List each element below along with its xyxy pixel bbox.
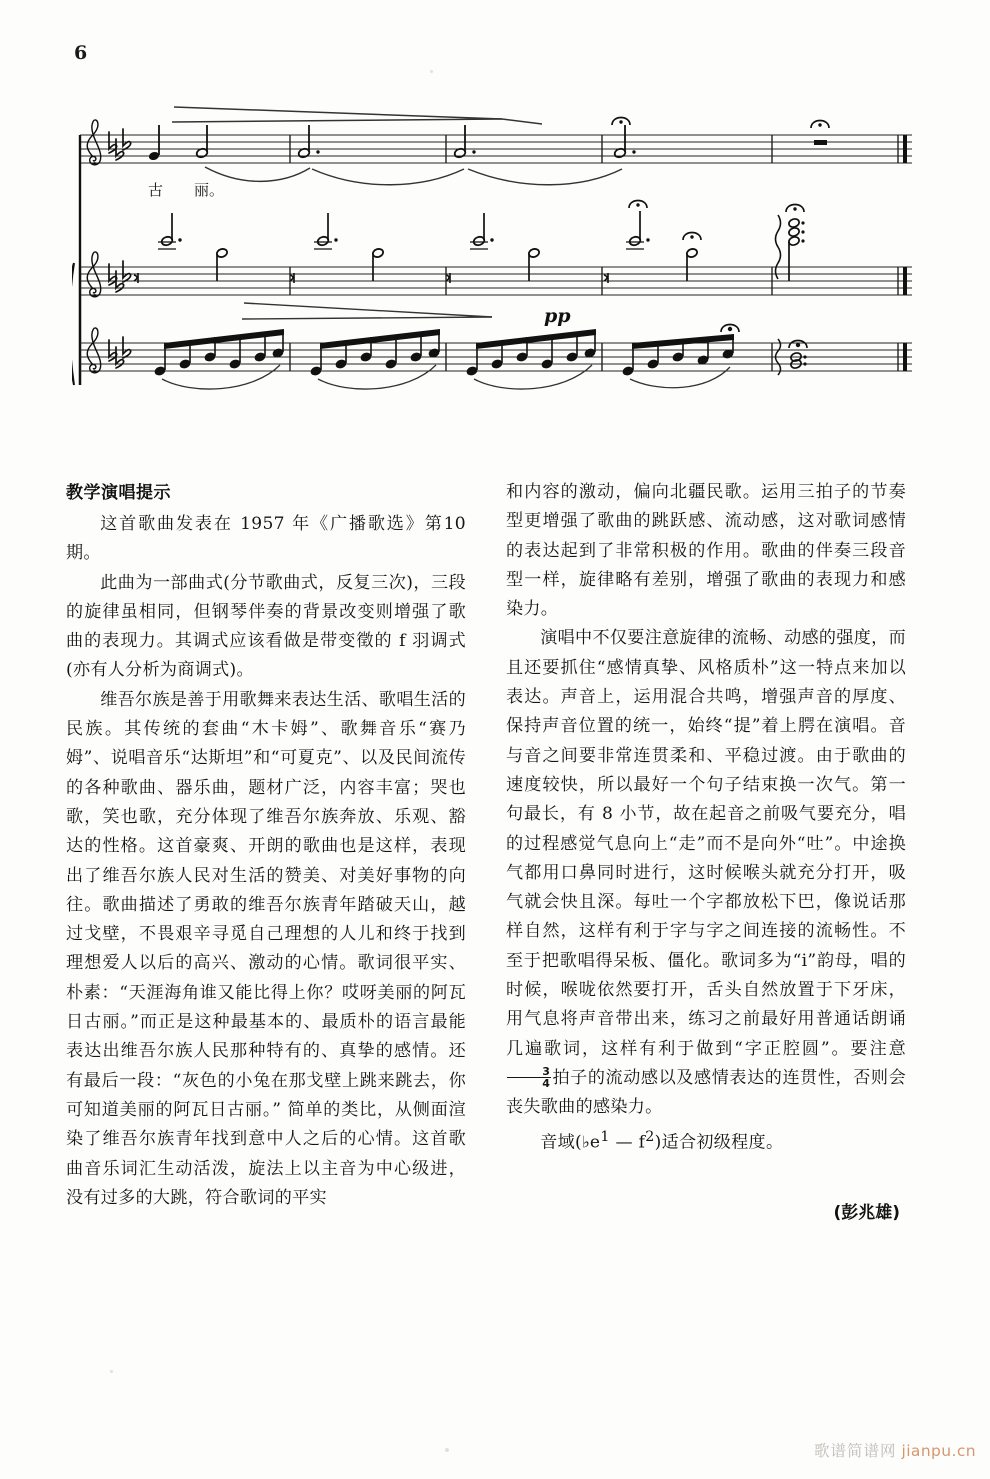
time-signature-fraction-suffix: 拍子的流动感以及感情表达的连贯性，否则会丧失歌曲的感染力。 xyxy=(506,1067,906,1118)
watermark-domain: jianpu.cn xyxy=(901,1442,976,1460)
dynamic-pp: pp xyxy=(544,305,571,327)
vocal-notes xyxy=(148,118,829,162)
site-watermark xyxy=(814,1439,976,1461)
piano-rh-m4 xyxy=(604,201,701,284)
page-number: 6 xyxy=(74,42,88,64)
key-signature-vocal xyxy=(109,129,131,160)
treble-clef-lh xyxy=(87,328,101,373)
section-title: 教学演唱提示 xyxy=(66,483,171,503)
range-label: 音域( xyxy=(540,1132,582,1153)
diminuendo-hairpin xyxy=(172,107,542,124)
paragraph: 维吾尔族是善于用歌舞来表达生活、歌唱生活的民族。其传统的套曲“木卡姆”、歌舞音乐“赛乃姆”、说唱音乐“达斯坦”和“可夏克”、以及民间流传的各种歌曲、器乐曲，题材广泛，内容丰富；哭也歌，笑也歌，充分体现了维吾尔族奔放、乐观、豁达的性格。这首豪爽、开朗的歌曲也是这样，表现出了维吾尔族人民对生活的赞美、对美好事物的向往。歌曲描述了勇敢的维吾尔族青年踏破天山，越过戈壁，不畏艰辛寻觅自己理想的人儿和终于找到理想爱人以后的高兴、激动的心情。歌词很平实、朴素：“天涯海角谁又能比得上你？哎呀美丽的阿瓦日古丽。”而正是这种最基本的、最质朴的语言最能表达出维吾尔族人民那种特有的、真挚的感情。还有最后一段：“灰色的小兔在那戈壁上跳来跳去，你可知道美丽的阿瓦日古丽。” 简单的类比，从侧面渲染了维吾尔族青年找到意中人之后的心情。这首歌曲音乐词汇生动活泼，旋法上以主音为中心级进，没有过多的大跳，符合歌词的平实 xyxy=(66,689,466,1208)
range-high-octave: 2 xyxy=(645,1128,655,1145)
range-low-octave: 1 xyxy=(600,1128,610,1145)
piano-rh-staff xyxy=(80,267,912,295)
paragraph: 此曲为一部曲式(分节歌曲式，反复三次)，三段的旋律虽相同，但钢琴伴奏的背景改变则增强了歌曲的表现力。其调式应该看做是带变徵的 f 羽调式(亦有人分析为商调式)。 xyxy=(66,572,466,681)
treble-clef-vocal xyxy=(87,120,101,165)
time-signature-fraction xyxy=(507,1066,551,1089)
watermark-chinese: 歌谱简谱网 xyxy=(814,1442,897,1460)
scan-speck xyxy=(430,70,433,73)
range-close: )适合初级程度。 xyxy=(654,1132,784,1153)
lyric-syllable-2: 丽。 xyxy=(194,181,225,199)
paragraph-with-time-signature xyxy=(506,624,906,1122)
vocal-slurs xyxy=(205,167,622,185)
range-dash: — xyxy=(609,1132,639,1153)
scan-speck xyxy=(445,1448,449,1452)
article-body xyxy=(66,478,926,1308)
treble-clef-rh xyxy=(87,252,101,297)
paragraph: 和内容的激动，偏向北疆民歌。运用三拍子的节奏型更增强了歌曲的跳跃感、流动感，这对歌词感情的表达起到了非常积极的作用。歌曲的伴奏三段音型一样，旋律略有差别，增强了歌曲的表现力和感染力。 xyxy=(506,482,906,620)
piano-rh-m2 xyxy=(290,213,384,283)
flat-symbol: ♭ xyxy=(581,1132,590,1152)
key-signature-lh xyxy=(109,337,131,368)
arpeggio-roll-icon xyxy=(776,215,781,279)
piano-rh-m1 xyxy=(134,213,228,283)
paragraph-text: 演唱中不仅要注意旋律的流畅、动感的强度，而且还要抓住“感情真挚、风格质朴”这一特点来加以表达。声音上，运用混合共鸣，增强声音的厚度、保持声音位置的统一，始终“提”着上腭在演唱。音与音之间要非常连贯柔和、平稳过渡。由于歌曲的速度较快，所以最好一个句子结束换一次气。第一句最长，有 8 小节，故在起音之前吸气要充分，唱的过程感觉气息向上“走”而不是向外“吐”。中途换气都用口鼻同时进行，这时候喉头就充分打开，吸气就会快且深。每吐一个字都放松下巴，像说话那样自然，这样有利于字与字之间连接的流畅性。不至于把歌唱得呆板、僵化。歌词多为“i”韵母，唱的时候，喉咙依然要打开，舌头自然放置于下牙床，用气息将声音带出来，练习之前最好用普通话朗诵几遍歌词，这样有利于做到“字正腔圆”。要 xyxy=(506,628,906,1059)
lyric-syllable-1: 古 xyxy=(148,181,164,199)
right-column xyxy=(506,478,906,1223)
piano-rh-m3 xyxy=(446,213,540,283)
piano-brace xyxy=(72,263,74,385)
music-score xyxy=(72,95,922,405)
fraction-numerator: 3 xyxy=(507,1066,551,1078)
time-signature-fraction-prefix: 注意 xyxy=(869,1038,906,1059)
vocal-range-line xyxy=(506,1123,906,1158)
scan-speck xyxy=(110,1370,113,1373)
author-byline: (彭兆雄) xyxy=(833,1202,900,1223)
range-low-note: e xyxy=(589,1132,601,1153)
range-high-note: f xyxy=(638,1132,646,1153)
fraction-denominator: 4 xyxy=(542,1076,551,1090)
left-column xyxy=(66,478,466,1213)
paragraph: 这首歌曲发表在 1957 年《广播歌选》第10 期。 xyxy=(66,514,466,564)
key-signature-rh xyxy=(109,261,131,292)
piano-hairpin xyxy=(242,303,492,319)
piano-rh-final-chord xyxy=(776,205,805,282)
